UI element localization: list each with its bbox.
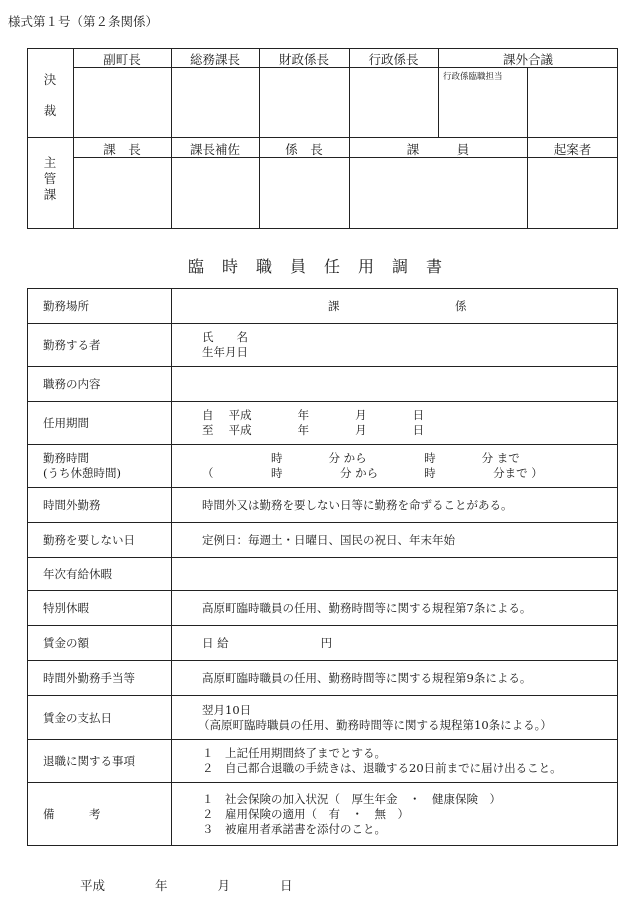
- value-overtime: 時間外又は勤務を要しない日等に勤務を命ずることがある。: [172, 488, 618, 523]
- header-staff: 課 員: [406, 142, 470, 157]
- value-remarks: [172, 783, 618, 846]
- value-wage: 日 給 円: [172, 626, 618, 661]
- value-pay-day: [172, 696, 618, 740]
- header-section-chief: 課 長: [103, 142, 141, 157]
- value-annual-leave: [172, 558, 618, 591]
- approval-grid: [27, 48, 618, 229]
- label-overtime-pay: 時間外勤務手当等: [28, 661, 172, 696]
- label-duties: 職務の内容: [28, 367, 172, 402]
- label-special-leave: 特別休暇: [28, 591, 172, 626]
- name-field-label: 氏 名: [202, 330, 248, 344]
- value-duties: [172, 367, 618, 402]
- approval-side-label-1: 決: [43, 72, 57, 87]
- label-remarks: 備 考: [28, 783, 172, 846]
- period-from: 自 平成 年 月 日: [202, 408, 425, 422]
- value-overtime-pay: 高原町臨時職員の任用、勤務時間等に関する規程第9条による。: [172, 661, 618, 696]
- row-pay-day: [28, 696, 618, 740]
- row-holidays: [28, 523, 618, 558]
- pay-day-line-1: 翌月10日: [202, 702, 252, 717]
- section-side-label-2: 管: [43, 171, 57, 186]
- period-to: 至 平成 年 月 日: [202, 423, 425, 437]
- row-wage: [28, 626, 618, 661]
- header-admin-chief: 行政係長: [368, 52, 419, 67]
- row-workplace: [28, 289, 618, 324]
- value-person: [172, 324, 618, 367]
- dept-suffix: 課: [328, 299, 340, 313]
- break-label: (うち休憩時間): [43, 466, 121, 480]
- value-period: [172, 402, 618, 445]
- footer-date: 平成 年 月 日: [80, 878, 293, 893]
- value-retirement: [172, 740, 618, 783]
- sub-note-temp-staff: 行政係臨職担当: [443, 72, 503, 82]
- appointment-table: [27, 288, 618, 846]
- remarks-line-1: １ 社会保険の加入状況（ 厚生年金 ・ 健康保険 ）: [202, 791, 501, 806]
- row-annual-leave: [28, 558, 618, 591]
- unit-suffix: 係: [455, 299, 467, 313]
- break-line: （ 時 分 から 時 分まで ）: [202, 466, 543, 480]
- row-overtime: [28, 488, 618, 523]
- label-hours: [28, 445, 172, 488]
- header-deputy-mayor: 副町長: [103, 52, 141, 67]
- label-overtime: 時間外勤務: [28, 488, 172, 523]
- label-retirement: 退職に関する事項: [28, 740, 172, 783]
- retirement-line-2: ２ 自己都合退職の手続きは、退職する20日前までに届け出ること。: [202, 761, 562, 775]
- label-wage: 賃金の額: [28, 626, 172, 661]
- label-person: 勤務する者: [28, 324, 172, 367]
- approval-side-label-2: 裁: [43, 103, 57, 118]
- section-side-label-3: 課: [43, 187, 57, 202]
- row-period: [28, 402, 618, 445]
- row-remarks: [28, 783, 618, 846]
- header-general-affairs-chief: 総務課長: [189, 52, 240, 67]
- pay-day-line-2: （高原町臨時職員の任用、勤務時間等に関する規程第10条による。）: [198, 717, 552, 732]
- header-drafter: 起案者: [553, 142, 592, 157]
- form-number: 様式第１号（第２条関係）: [8, 14, 159, 29]
- value-hours: [172, 445, 618, 488]
- value-holidays: 定例日：毎週土・日曜日、国民の祝日、年末年始: [172, 523, 618, 558]
- row-retirement: [28, 740, 618, 783]
- row-overtime-pay: [28, 661, 618, 696]
- label-workplace: 勤務場所: [28, 289, 172, 324]
- row-person: [28, 324, 618, 367]
- label-annual-leave: 年次有給休暇: [28, 558, 172, 591]
- retirement-line-1: １ 上記任用期間終了までとする。: [202, 746, 386, 760]
- remarks-line-3: ３ 被雇用者承諾書を添付のこと。: [202, 821, 386, 836]
- header-deputy-section-chief: 課長補佐: [189, 142, 240, 157]
- birthdate-field-label: 生年月日: [202, 345, 248, 359]
- row-special-leave: [28, 591, 618, 626]
- label-pay-day: 賃金の支払日: [28, 696, 172, 740]
- document-title: 臨時職員任用調書: [187, 257, 460, 276]
- value-special-leave: 高原町臨時職員の任用、勤務時間等に関する規程第7条による。: [172, 591, 618, 626]
- hours-line: 時 分 から 時 分 まで: [202, 451, 520, 465]
- label-period: 任用期間: [28, 402, 172, 445]
- row-hours: [28, 445, 618, 488]
- header-external-consult: 課外合議: [502, 52, 553, 67]
- value-workplace: [172, 289, 618, 324]
- remarks-line-2: ２ 雇用保険の適用（ 有 ・ 無 ）: [202, 806, 409, 821]
- hours-label: 勤務時間: [43, 451, 89, 465]
- label-holidays: 勤務を要しない日: [28, 523, 172, 558]
- header-finance-chief: 財政係長: [278, 52, 329, 67]
- header-unit-chief: 係 長: [285, 142, 323, 157]
- section-side-label-1: 主: [43, 155, 57, 170]
- row-duties: [28, 367, 618, 402]
